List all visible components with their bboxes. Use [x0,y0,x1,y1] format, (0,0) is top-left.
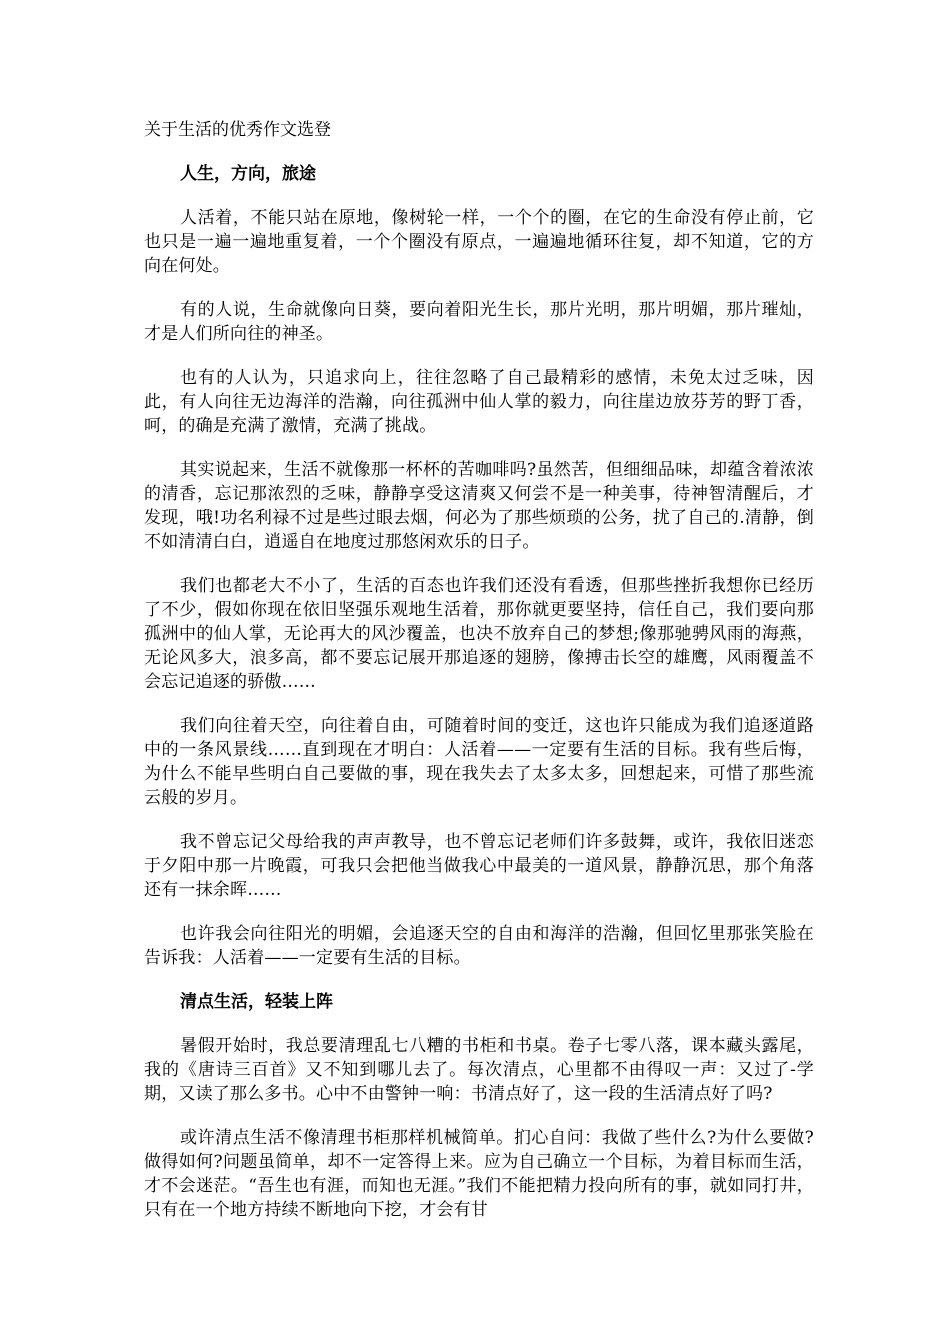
paragraph: 我们也都老大不小了，生活的百态也许我们还没有看透，但那些挫折我想你已经历了不少，假如你现在依旧坚强乐观地生活着，那你就更要坚持，信任自己，我们要向那孤洲中的仙人掌，无论再大的风沙覆盖，也决不放弃自己的梦想;像那驰骋风雨的海燕，无论风多大，浪多高，都不要忘记展开那追逐的翅膀，像搏击长空的雄鹰，风雨覆盖不会忘记追逐的骄傲…… [144,576,814,692]
document-title: 关于生活的优秀作文选登 [144,120,331,140]
section-heading: 人生，方向，旅途 [180,164,316,184]
paragraph: 其实说起来，生活不就像那一杯杯的苦咖啡吗?虽然苦，但细细品味，却蕴含着浓浓的清香，忘记那浓烈的乏味，静静享受这清爽又何尝不是一种美事，待神智清醒后，才发现，哦!功名利禄不过是些过眼去烟，何必为了那些烦琐的公务，扰了自己的.清静，倒不如清清白白，逍遥自在地度过那悠闲欢乐的日子。 [144,460,814,552]
paragraph: 人活着，不能只站在原地，像树轮一样，一个个的圈，在它的生命没有停止前，它也只是一遍一遍地重复着，一个个圈没有原点，一遍遍地循环往复，却不知道，它的方向在何处。 [144,208,814,276]
paragraph: 我不曾忘记父母给我的声声教导，也不曾忘记老师们许多鼓舞，或许，我依旧迷恋于夕阳中那一片晚霞，可我只会把他当做我心中最美的一道风景，静静沉思，那个角落还有一抹余晖…… [144,832,814,900]
paragraph: 有的人说，生命就像向日葵，要向着阳光生长，那片光明，那片明媚，那片璀灿，才是人们所向往的神圣。 [144,300,814,344]
paragraph: 也有的人认为，只追求向上，往往忽略了自己最精彩的感情，未免太过乏味，因此，有人向往无边海洋的浩瀚，向往孤洲中仙人掌的毅力，向往崖边放芬芳的野丁香，呵，的确是充满了激情，充满了挑战。 [144,368,814,436]
paragraph: 暑假开始时，我总要清理乱七八糟的书柜和书桌。卷子七零八落，课本藏头露尾，我的《唐诗三百首》又不知到哪儿去了。每次清点，心里都不由得叹一声：又过了-学期，又读了那么多书。心中不由警钟一响：书清点好了，这一段的生活清点好了吗? [144,1036,814,1104]
section-heading: 清点生活，轻装上阵 [180,992,333,1012]
document-page [144,118,814,1242]
paragraph: 也许我会向往阳光的明媚，会追逐天空的自由和海洋的浩瀚，但回忆里那张笑脸在告诉我：人活着——一定要有生活的目标。 [144,924,814,968]
paragraph: 或许清点生活不像清理书柜那样机械简单。扪心自问：我做了些什么?为什么要做?做得如何?问题虽简单，却不一定答得上来。应为自己确立一个目标，为着目标而生活，才不会迷茫。“吾生也有涯，而知也无涯。”我们不能把精力投向所有的事，就如同打井，只有在一个地方持续不断地向下挖，才会有甘 [144,1128,814,1220]
paragraph: 我们向往着天空，向往着自由，可随着时间的变迁，这也许只能成为我们追逐道路中的一条风景线……直到现在才明白：人活着——一定要有生活的目标。我有些后悔，为什么不能早些明白自己要做的事，现在我失去了太多太多，回想起来，可惜了那些流云般的岁月。 [144,716,814,808]
